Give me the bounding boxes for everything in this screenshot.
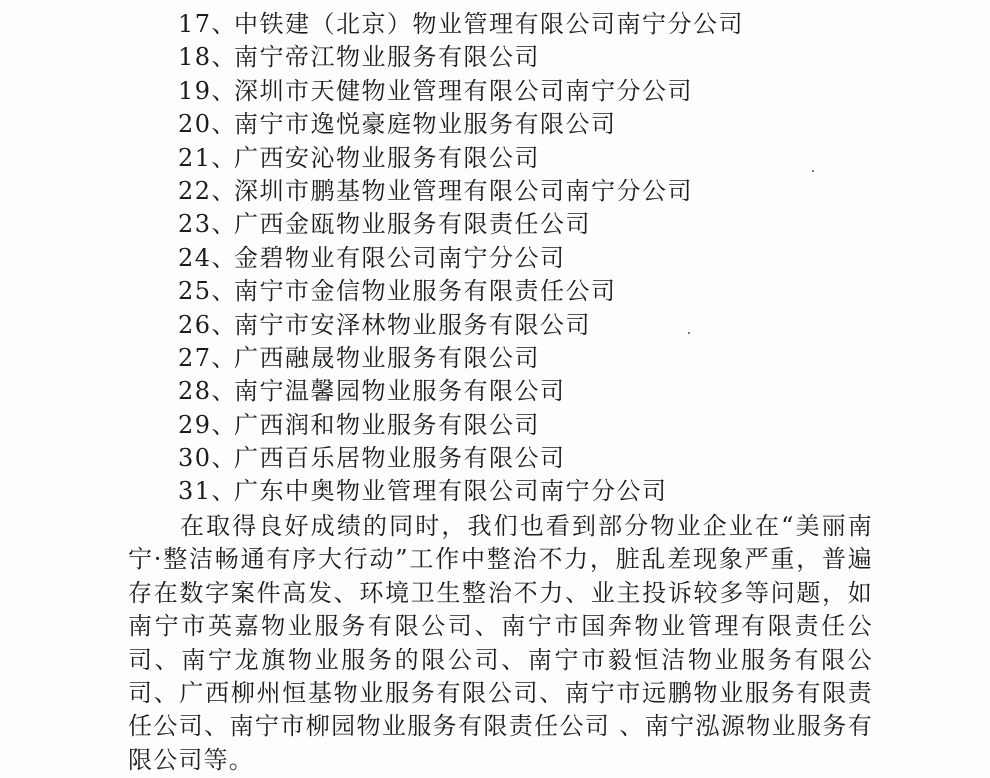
- scan-speck: [688, 332, 690, 334]
- company-name: 广西金瓯物业服务有限责任公司: [234, 210, 591, 239]
- list-item: [178, 142, 744, 175]
- list-item: [178, 442, 744, 475]
- item-number: 22、: [178, 176, 238, 205]
- item-number: 18、: [178, 43, 238, 72]
- company-name: 广西安沁物业服务有限公司: [234, 143, 540, 172]
- list-item: [178, 175, 744, 208]
- company-name: 广西融晟物业服务有限公司: [234, 343, 540, 372]
- list-item: [178, 75, 744, 108]
- item-number: 17、: [178, 10, 238, 38]
- item-number: 19、: [178, 76, 238, 105]
- list-item: [178, 409, 744, 442]
- company-name: 南宁市金信物业服务有限责任公司: [234, 277, 617, 306]
- item-number: 20、: [178, 110, 238, 139]
- item-number: 26、: [178, 310, 238, 339]
- company-name: 金碧物业有限公司南宁分公司: [234, 243, 566, 272]
- item-number: 21、: [178, 143, 238, 172]
- list-item: [178, 375, 744, 408]
- company-name: 广西润和物业服务有限公司: [234, 410, 540, 439]
- scan-speck: [812, 170, 814, 172]
- list-item: [178, 108, 744, 141]
- item-number: 31、: [178, 477, 238, 506]
- company-name: 南宁市安泽林物业服务有限公司: [234, 310, 591, 339]
- company-name: 南宁温馨园物业服务有限公司: [234, 377, 566, 406]
- company-name: 深圳市鹏基物业管理有限公司南宁分公司: [234, 176, 693, 205]
- item-number: 30、: [178, 444, 238, 473]
- company-list: [178, 8, 744, 509]
- company-name: 南宁帝江物业服务有限公司: [234, 43, 540, 72]
- list-item: [178, 275, 744, 308]
- item-number: 24、: [178, 243, 238, 272]
- list-item: [178, 342, 744, 375]
- body-paragraph: 在取得良好成绩的同时，我们也看到部分物业企业在“美丽南宁·整洁畅通有序大行动”工作中整治不力，脏乱差现象严重，普遍存在数字案件高发、环境卫生整治不力、业主投诉较多等问题，如南宁市英嘉物业服务有限公司、南宁市国奔物业管理有限责任公司、南宁龙旗物业服务的限公司、南宁市毅恒洁物业服务有限公司、广西柳州恒基物业服务有限公司、南宁市远鹏物业服务有限责任公司、南宁市柳园物业服务有限责任公司 、南宁泓源物业服务有限公司等。: [128, 512, 873, 774]
- list-item: [178, 208, 744, 241]
- company-name: 广东中奥物业管理有限公司南宁分公司: [234, 477, 668, 506]
- company-name: 广西百乐居物业服务有限公司: [234, 444, 566, 473]
- item-number: 23、: [178, 210, 238, 239]
- item-number: 28、: [178, 377, 238, 406]
- list-item: [178, 475, 744, 508]
- company-name: 南宁市逸悦豪庭物业服务有限公司: [234, 110, 617, 139]
- item-number: 27、: [178, 343, 238, 372]
- list-item: [178, 8, 744, 41]
- list-item: [178, 309, 744, 342]
- company-name: 中铁建（北京）物业管理有限公司南宁分公司: [234, 10, 744, 38]
- list-item: [178, 41, 744, 74]
- item-number: 29、: [178, 410, 238, 439]
- list-item: [178, 242, 744, 275]
- item-number: 25、: [178, 277, 238, 306]
- company-name: 深圳市天健物业管理有限公司南宁分公司: [234, 76, 693, 105]
